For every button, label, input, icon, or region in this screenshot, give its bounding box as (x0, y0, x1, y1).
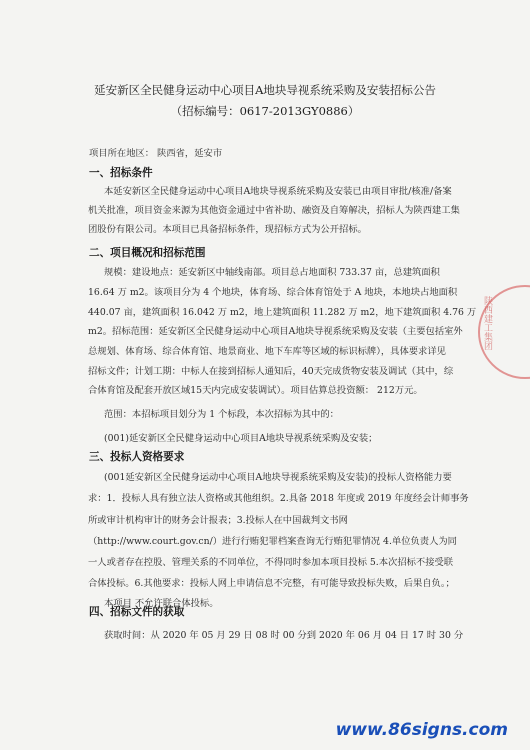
seal-text: 陕西建工集团 (482, 296, 492, 350)
paragraph-line: 机关批准，项目资金来源为其他资金通过中省补助、融资及自筹解决，招标人为陕西建工集 (88, 205, 460, 216)
paragraph-line: （http://www.court.gov.cn/）进行行贿犯罪档案查询无行贿犯罪情况 4.单位负责人为同 (88, 536, 457, 547)
paragraph-line: 获取时间：从 2020 年 05 月 29 日 08 时 00 分到 2020 年 06 月 04 日 17 时 30 分 (104, 630, 464, 641)
paragraph-line: 16.64 万 m2。该项目分为 4 个地块，体育场、综合体育馆处于 A 地块，本地块占地面积 (88, 287, 458, 298)
document-title: 延安新区全民健身运动中心项目A地块导视系统采购及安装招标公告 (94, 83, 436, 97)
section-heading-tender-conditions: 一、招标条件 (89, 167, 153, 179)
paragraph-line: 一人或者存在控股、管理关系的不同单位，不得同时参加本项目投标 5.本次招标不接受联 (88, 557, 454, 568)
paragraph-line: 规模：建设地点：延安新区中轴线南部。项目总占地面积 733.37 亩，总建筑面积 (104, 267, 440, 278)
tender-number: （招标编号：0617-2013GY0886） (170, 104, 360, 118)
section-heading-bidder-qualifications: 三、投标人资格要求 (89, 451, 185, 463)
paragraph-line: (001)延安新区全民健身运动中心项目A地块导视系统采购及安装； (104, 433, 378, 444)
paragraph-line: 合体育馆及配套开放区域15天内完成安装调试）。项目估算总投资额： 212万元。 (88, 385, 423, 396)
paragraph-line: 总规划、体育场、综合体育馆、地景商业、地下车库等区域的标识标牌），具体要求详见 (88, 346, 446, 357)
paragraph-line: (001延安新区全民健身运动中心项目A地块导视系统采购及安装)的投标人资格能力要 (104, 472, 452, 483)
section-heading-obtain-documents: 四、招标文件的获取 (89, 606, 185, 618)
paragraph-line: m2。招标范围：延安新区全民健身运动中心项目A地块导视系统采购及安装（主要包括室外 (88, 326, 463, 337)
paragraph-line: 合体投标。6.其他要求：投标人网上申请信息不完整，有可能导致投标失败，后果自负。； (88, 578, 455, 589)
watermark-url: www.86signs.com (335, 720, 508, 740)
paragraph-line: 440.07 亩，建筑面积 16.042 万 m2，地上建筑面积 11.282 万 m2，地下建筑面积 4.76 万 (88, 307, 477, 318)
paragraph-line: 求：1．投标人具有独立法人资格或其他组织。2.具备 2018 年度或 2019 年度经会计师事务 (88, 493, 469, 504)
paragraph-line: 所或审计机构审计的财务会计报表；3.投标人在中国裁判文书网 (88, 515, 348, 526)
project-location: 项目所在地区： 陕西省，延安市 (89, 148, 223, 159)
section-heading-project-overview: 二、项目概况和招标范围 (89, 247, 206, 259)
paragraph-line: 本项目 不允许联合体投标。 (104, 598, 219, 609)
paragraph-line: 范围：本招标项目划分为 1 个标段，本次招标为其中的： (104, 409, 339, 420)
paragraph-line: 本延安新区全民健身运动中心项目A地块导视系统采购及安装已由项目审批/核准/备案 (104, 186, 452, 197)
paragraph-line: 招标文件；计划工期：中标人在接到招标人通知后，40天完成货物安装及调试（其中，综 (88, 366, 454, 377)
paragraph-line: 团股份有限公司。本项目已具备招标条件，现招标方式为公开招标。 (88, 224, 367, 235)
